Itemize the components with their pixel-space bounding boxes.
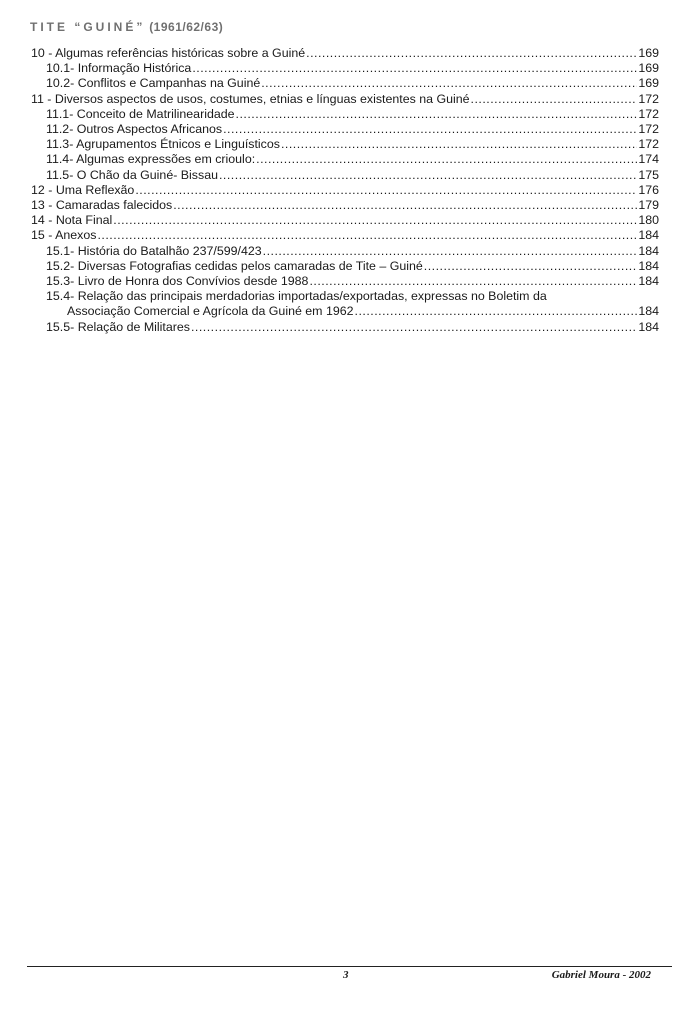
toc-entry: [31, 244, 659, 259]
toc-entry-page: 179: [638, 198, 659, 213]
toc-entry: [31, 152, 659, 167]
toc-entry-title: 13 - Camaradas falecidos: [31, 198, 173, 213]
toc-entry-title: 15.5- Relação de Militares: [46, 319, 190, 334]
toc-entry: [31, 122, 659, 137]
toc-entry: [31, 274, 659, 289]
toc-entry-page: 172: [638, 106, 659, 121]
toc-entry-title: 11.4- Algumas expressões em crioulo:: [46, 152, 256, 167]
toc-leader-dots: [97, 228, 637, 243]
toc-entry: [31, 320, 659, 335]
toc-entry: [31, 46, 659, 61]
toc-leader-dots: [256, 152, 637, 167]
toc-leader-dots: [192, 61, 637, 76]
toc-entry-title: 15 - Anexos: [31, 228, 97, 243]
toc-leader-dots: [261, 76, 637, 91]
footer-page-number: 3: [343, 969, 349, 981]
toc-entry: [31, 107, 659, 122]
toc-entry-page: 175: [638, 167, 659, 182]
toc-entry-page: 172: [638, 91, 659, 106]
toc-entry-title: 10 - Algumas referências históricas sobre a Guiné: [31, 46, 306, 60]
toc-entry-title: 10.2- Conflitos e Campanhas na Guiné: [46, 76, 261, 91]
toc-entry-page: 184: [638, 304, 659, 319]
header-years: (1961/62/63): [149, 20, 224, 34]
toc-entry-page: 184: [638, 258, 659, 273]
toc-leader-dots: [219, 168, 637, 183]
toc-leader-dots: [236, 107, 638, 122]
toc-entry-title-line1: 15.4- Relação das principais merdadorias importadas/exportadas, expressas no Boletim da: [46, 289, 547, 304]
toc-entry-page: 169: [638, 76, 659, 91]
toc-leader-dots: [223, 122, 637, 137]
toc-entry-title: 11.5- O Chão da Guiné- Bissau: [46, 167, 218, 182]
toc-entry-multiline: [31, 289, 659, 319]
footer-author: Gabriel Moura - 2002: [551, 969, 651, 981]
table-of-contents: [31, 46, 659, 335]
toc-entry: [31, 183, 659, 198]
toc-entry: [31, 61, 659, 76]
toc-entry-title: 15.3- Livro de Honra dos Convívios desde 1988: [46, 274, 309, 289]
running-header: [30, 20, 223, 34]
toc-entry: [31, 76, 659, 91]
toc-entry-title: 10.1- Informação Histórica: [46, 61, 192, 76]
toc-entry: [31, 259, 659, 274]
toc-entry-title: 11 - Diversos aspectos de usos, costumes, etnias e línguas existentes na Guiné: [31, 91, 470, 106]
toc-entry-page: 174: [638, 152, 659, 167]
toc-entry-page: 184: [638, 319, 659, 334]
header-brand: TITE “GUINÉ”: [30, 20, 146, 34]
toc-entry-page: 184: [638, 243, 659, 258]
toc-entry-page: 176: [638, 182, 659, 197]
toc-entry-page: 184: [638, 228, 659, 243]
toc-entry: [31, 228, 659, 243]
toc-entry-page: 172: [638, 122, 659, 137]
toc-entry-page: 180: [638, 213, 659, 228]
toc-entry: [31, 168, 659, 183]
toc-leader-dots: [281, 137, 637, 152]
toc-leader-dots: [355, 304, 638, 319]
toc-leader-dots: [191, 320, 637, 335]
toc-entry-title: 11.2- Outros Aspectos Africanos: [46, 122, 223, 137]
toc-leader-dots: [113, 213, 637, 228]
toc-entry-page: 184: [638, 274, 659, 289]
toc-entry-page: 172: [638, 137, 659, 152]
toc-entry-title: 11.1- Conceito de Matrilinearidade: [46, 106, 235, 121]
toc-entry-title: 15.2- Diversas Fotografias cedidas pelos camaradas de Tite – Guiné: [46, 258, 423, 273]
toc-entry: [31, 137, 659, 152]
toc-entry-title: 14 - Nota Final: [31, 213, 113, 228]
toc-entry-title: 15.1- História do Batalhão 237/599/423: [46, 243, 262, 258]
toc-entry: [31, 198, 659, 213]
toc-entry: [31, 92, 659, 107]
toc-leader-dots: [471, 92, 638, 107]
toc-entry-title: 11.3- Agrupamentos Étnicos e Linguísticos: [46, 137, 280, 152]
toc-entry-page: 169: [638, 61, 659, 76]
toc-leader-dots: [424, 259, 638, 274]
toc-leader-dots: [263, 244, 638, 259]
toc-leader-dots: [306, 46, 637, 61]
footer-rule: [27, 966, 672, 967]
toc-entry-title-line2: Associação Comercial e Agrícola da Guiné em 1962: [67, 304, 354, 319]
toc-entry: [31, 213, 659, 228]
toc-leader-dots: [173, 198, 637, 213]
toc-leader-dots: [309, 274, 637, 289]
toc-entry-page: 169: [638, 46, 659, 60]
toc-entry-title: 12 - Uma Reflexão: [31, 182, 135, 197]
toc-leader-dots: [135, 183, 637, 198]
